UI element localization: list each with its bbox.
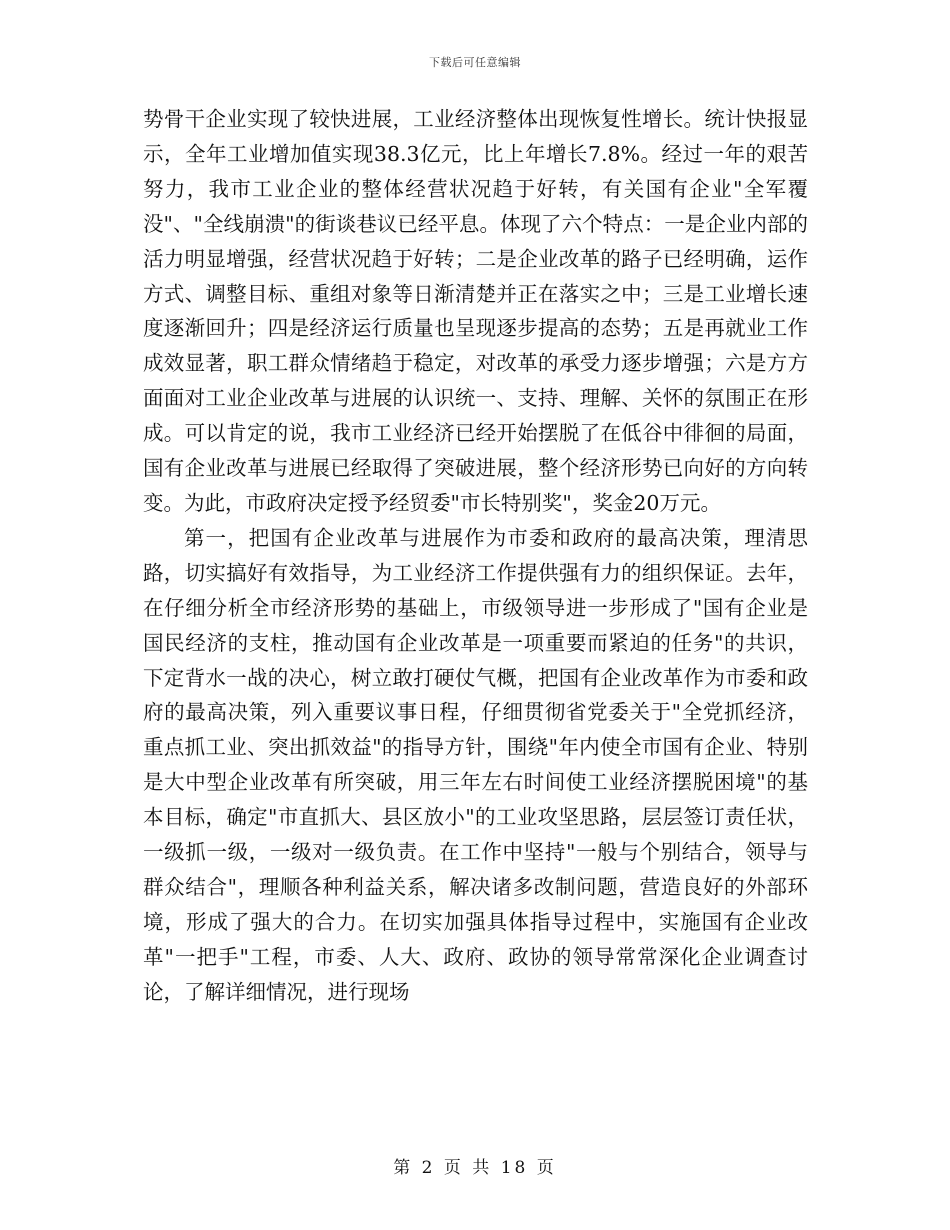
page-header: 下载后可任意编辑 xyxy=(429,56,521,69)
page-number-footer: 第 2 页 共 18 页 xyxy=(393,1158,557,1178)
document-body xyxy=(143,102,808,1010)
body-paragraph-1: 势骨干企业实现了较快进展，工业经济整体出现恢复性增长。统计快报显示，全年工业增加值实现38.3亿元，比上年增长7.8%。经过一年的艰苦努力，我市工业企业的整体经营状况趋于好转，有关国有企业"全军覆没"、"全线崩溃"的街谈巷议已经平息。体现了六个特点：一是企业内部的活力明显增强，经营状况趋于好转；二是企业改革的路子已经明确，运作方式、调整目标、重组对象等日渐清楚并正在落实之中；三是工业增长速度逐渐回升；四是经济运行质量也呈现逐步提高的态势；五是再就业工作成效显著，职工群众情绪趋于稳定，对改革的承受力逐步增强；六是方方面面对工业企业改革与进展的认识统一、支持、理解、关怀的氛围正在形成。可以肯定的说，我市工业经济已经开始摆脱了在低谷中徘徊的局面，国有企业改革与进展已经取得了突破进展，整个经济形势已向好的方向转变。为此，市政府决定授予经贸委"市长特别奖"，奖金20万元。 xyxy=(143,107,808,515)
body-paragraph-2: 第一，把国有企业改革与进展作为市委和政府的最高决策，理清思路，切实搞好有效指导，为工业经济工作提供强有力的组织保证。去年，在仔细分析全市经济形势的基础上，市级领导进一步形成了"国有企业是国民经济的支柱，推动国有企业改革是一项重要而紧迫的任务"的共识，下定背水一战的决心，树立敢打硬仗气概，把国有企业改革作为市委和政府的最高决策，列入重要议事日程，仔细贯彻省党委关于"全党抓经济，重点抓工业、突出抓效益"的指导方针，围绕"年内使全市国有企业、特别是大中型企业改革有所突破，用三年左右时间使工业经济摆脱困境"的基本目标，确定"市直抓大、县区放小"的工业攻坚思路，层层签订责任状，一级抓一级，一级对一级负责。在工作中坚持"一般与个别结合，领导与群众结合"，理顺各种利益关系，解决诸多改制问题，营造良好的外部环境，形成了强大的合力。在切实加强具体指导过程中，实施国有企业改革"一把手"工程，市委、人大、政府、政协的领导常常深化企业调查讨论，了解详细情况，进行现场 xyxy=(143,525,808,1004)
